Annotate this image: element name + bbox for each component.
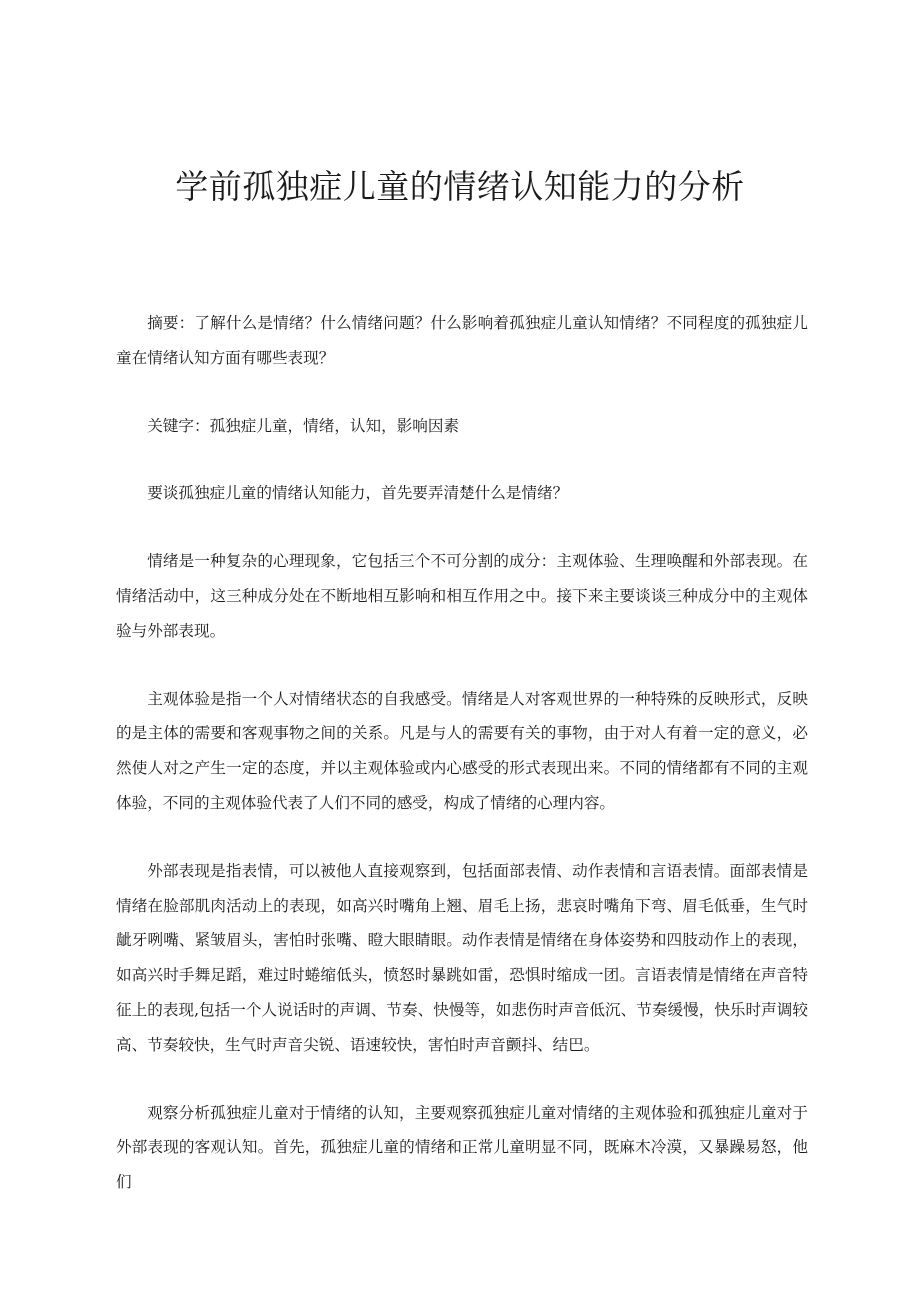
keywords-paragraph: 关键字：孤独症儿童，情绪，认知，影响因素 [147,416,460,435]
abstract-paragraph: 摘要：了解什么是情绪？什么情绪问题？什么影响着孤独症儿童认知情绪？不同程度的孤独症儿童在情绪认知方面有哪些表现？ [116,314,808,367]
subjective-experience-paragraph: 主观体验是指一个人对情绪状态的自我感受。情绪是人对客观世界的一种特殊的反映形式，反映的是主体的需要和客观事物之间的关系。凡是与人的需要有关的事物，由于对人有着一定的意义，必然使人对之产生一定的态度，并以主观体验或内心感受的形式表现出来。不同的情绪都有不同的主观体验，不同的主观体验代表了人们不同的感受，构成了情绪的心理内容。 [116,689,808,812]
document-title: 学前孤独症儿童的情绪认知能力的分析 [175,167,745,206]
intro-paragraph: 要谈孤独症儿童的情绪认知能力，首先要弄清楚什么是情绪？ [147,484,569,503]
document-body [116,306,808,1233]
observation-analysis-paragraph: 观察分析孤独症儿童对于情绪的认知，主要观察孤独症儿童对情绪的主观体验和孤独症儿童对于外部表现的客观认知。首先，孤独症儿童的情绪和正常儿童明显不同，既麻木冷漠，又暴躁易怒，他们 [116,1103,808,1192]
emotion-definition-paragraph: 情绪是一种复杂的心理现象，它包括三个不可分割的成分：主观体验、生理唤醒和外部表现。在情绪活动中，这三种成分处在不断地相互影响和相互作用之中。接下来主要谈谈三种成分中的主观体验与外部表现。 [116,552,808,640]
external-expression-paragraph: 外部表现是指表情，可以被他人直接观察到，包括面部表情、动作表情和言语表情。面部表情是情绪在脸部肌肉活动上的表现，如高兴时嘴角上翘、眉毛上扬，悲哀时嘴角下弯、眉毛低垂，生气时龇牙咧嘴、紧皱眉头，害怕时张嘴、瞪大眼睛眼。动作表情是情绪在身体姿势和四肢动作上的表现，如高兴时手舞足蹈，难过时蜷缩低头，愤怒时暴跳如雷，恐惧时缩成一团。言语表情是情绪在声音特征上的表现,包括一个人说话时的声调、节奏、快慢等，如悲伤时声音低沉、节奏缓慢，快乐时声调较高、节奏较快，生气时声音尖锐、语速较快，害怕时声音颤抖、结巴。 [116,861,808,1054]
